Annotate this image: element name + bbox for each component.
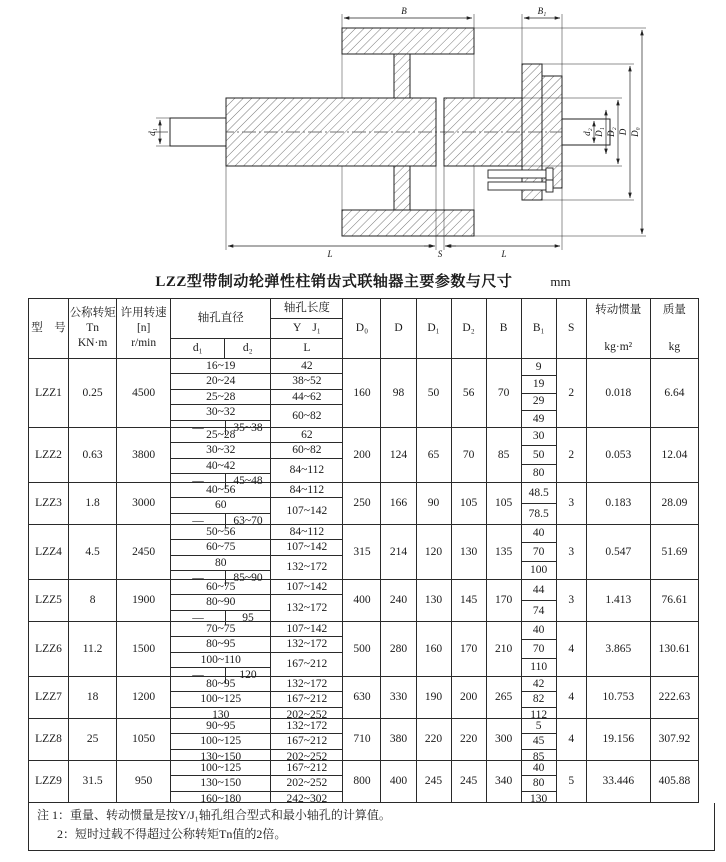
bore-dia-split: — 35~38 [171, 421, 270, 435]
cell-D: 98 [381, 359, 416, 428]
bore-len-range: 132~172 [286, 602, 328, 614]
cell-torque: 1.8 [69, 483, 117, 525]
cell-mass: 12.04 [650, 428, 698, 483]
cell-inertia: 3.865 [586, 622, 650, 677]
B1-value: 130 [530, 792, 548, 805]
B1-stack [522, 359, 556, 427]
cell-B: 85 [486, 428, 521, 483]
note-2: 2：短时过载不得超过公称转矩Tn值的2倍。 [57, 826, 287, 841]
cell-model: LZZ8 [29, 719, 69, 761]
B1-value: 50 [522, 446, 556, 464]
bore-dia-split: — 85~90 [171, 571, 270, 585]
hdr-torque-line: Tn [86, 322, 99, 335]
cell-speed: 1900 [117, 580, 171, 622]
B1-stack [522, 525, 556, 579]
cell-D0: 160 [343, 359, 381, 428]
cell-speed: 3800 [117, 428, 171, 483]
hdr-bore-dia: 轴孔直径 [171, 299, 271, 339]
dim-label-d1: d₁ [147, 128, 157, 136]
cell-bore-len [271, 359, 343, 428]
coupling-drawing [0, 0, 726, 270]
bore-dia-range: 40~56 [171, 483, 270, 498]
bore-dia-range: 160~180 [200, 792, 242, 805]
cell-inertia: 0.018 [586, 359, 650, 428]
bore-len-range: 60~82 [271, 443, 342, 458]
bore-dia-range: 100~125 [171, 734, 270, 749]
bore-dia-range: 130~150 [171, 776, 270, 791]
bore-dia-stack [171, 428, 270, 488]
B1-value: 40 [522, 761, 556, 776]
B1-value: 40 [522, 622, 556, 640]
left-shaft [170, 118, 226, 146]
cell-B: 340 [486, 761, 521, 803]
cell-inertia: 1.413 [586, 580, 650, 622]
cell-B: 300 [486, 719, 521, 761]
hdr-model: 型 号 [29, 299, 69, 359]
hdr-L: L [271, 339, 343, 359]
B1-value: 70 [522, 640, 556, 658]
cell-mass: 307.92 [650, 719, 698, 761]
cell-torque: 18 [69, 677, 117, 719]
cell-D: 330 [381, 677, 416, 719]
bore-len-stack [271, 483, 342, 524]
bore-dia-split: — 120 [171, 668, 270, 682]
cell-speed: 1050 [117, 719, 171, 761]
bore-len-range: 132~172 [271, 719, 342, 734]
bore-dia-stack [171, 525, 270, 585]
cell-B: 135 [486, 525, 521, 580]
cell-B: 265 [486, 677, 521, 719]
bore-dia-range: 16~19 [171, 359, 270, 374]
bore-len-stack [271, 622, 342, 676]
hdr-d2: d₂ [225, 339, 271, 359]
cell-S: 3 [556, 525, 586, 580]
B1-stack [522, 622, 556, 676]
B1-value: 74 [532, 604, 545, 617]
cell-B: 210 [486, 622, 521, 677]
hdr-dim-0: D₀ [343, 299, 381, 359]
B1-stack [522, 483, 556, 524]
cell-bore-len [271, 580, 343, 622]
cell-mass: 130.61 [650, 622, 698, 677]
cell-model: LZZ7 [29, 677, 69, 719]
cell-mass: 6.64 [650, 359, 698, 428]
bore-dia-range: 100~125 [171, 761, 270, 776]
bore-len-stack [271, 677, 342, 721]
cell-B1 [521, 677, 556, 719]
bore-len-range: 202~252 [271, 776, 342, 791]
bore-len-range: 132~172 [286, 561, 328, 574]
cell-bore-len [271, 428, 343, 483]
cell-mass: 222.63 [650, 677, 698, 719]
B1-stack [522, 428, 556, 482]
row-LZZ6 [29, 622, 699, 677]
cell-D0: 500 [343, 622, 381, 677]
cell-speed: 1500 [117, 622, 171, 677]
cell-bore-len [271, 719, 343, 761]
B1-value: 5 [522, 719, 556, 734]
bore-len-range: 60~82 [292, 409, 322, 422]
B1-value: 29 [522, 394, 556, 411]
hdr-dim-3: D₂ [451, 299, 486, 359]
cell-D0: 630 [343, 677, 381, 719]
bore-dia-range: 130 [212, 708, 230, 721]
cell-D0: 200 [343, 428, 381, 483]
bore-len-range: 62 [271, 428, 342, 443]
hdr-bore-len: 轴孔长度 [271, 299, 343, 319]
bore-dia-range: 80~95 [171, 637, 270, 652]
cell-S: 4 [556, 719, 586, 761]
B1-value: 78.5 [528, 507, 549, 520]
cell-torque: 0.25 [69, 359, 117, 428]
dim-label-D1: D₁ [594, 127, 604, 137]
B1-value: 44 [522, 580, 556, 601]
bore-len-stack [271, 428, 342, 482]
bore-dia-range: 90~95 [171, 719, 270, 734]
bore-len-stack [271, 359, 342, 427]
cell-speed: 1200 [117, 677, 171, 719]
row-LZZ3 [29, 483, 699, 525]
cell-B1 [521, 761, 556, 803]
B1-value: 112 [530, 708, 548, 721]
cell-S: 5 [556, 761, 586, 803]
cell-D: 124 [381, 428, 416, 483]
cell-model: LZZ1 [29, 359, 69, 428]
hdr-torque-line: 公称转矩 [69, 307, 116, 320]
cell-model: LZZ9 [29, 761, 69, 803]
bore-len-range: 132~172 [271, 637, 342, 652]
cell-model: LZZ3 [29, 483, 69, 525]
B1-value: 42 [522, 677, 556, 692]
bore-dia-split: — 63~70 [171, 514, 270, 528]
cell-model: LZZ4 [29, 525, 69, 580]
cell-inertia: 33.446 [586, 761, 650, 803]
cell-B1 [521, 359, 556, 428]
cell-B1 [521, 719, 556, 761]
coupling-section [226, 28, 562, 236]
cell-D2: 105 [451, 483, 486, 525]
bore-dia-range: 20~24 [171, 374, 270, 389]
cell-D2: 130 [451, 525, 486, 580]
B1-value: 80 [532, 467, 545, 480]
bore-dia-range: 60~75 [171, 580, 270, 595]
bore-len-range: 202~252 [286, 750, 328, 763]
cell-B1 [521, 580, 556, 622]
cell-inertia: 19.156 [586, 719, 650, 761]
cell-model: LZZ5 [29, 580, 69, 622]
cell-S: 4 [556, 677, 586, 719]
bore-dia-range: 40~42 [171, 459, 270, 474]
cell-D: 166 [381, 483, 416, 525]
B1-value: 49 [532, 412, 545, 425]
bore-len-range: 167~212 [271, 692, 342, 707]
cell-bore-len [271, 761, 343, 803]
cell-D: 280 [381, 622, 416, 677]
unit-label: mm [550, 274, 571, 289]
cell-D: 214 [381, 525, 416, 580]
cell-model: LZZ2 [29, 428, 69, 483]
bore-len-range: 107~142 [271, 540, 342, 555]
dim-label-L-left: L [327, 249, 333, 259]
B1-stack [522, 761, 556, 805]
dim-label-D2: D₂ [606, 127, 616, 137]
cell-D0: 250 [343, 483, 381, 525]
hdr-torque-line: KN·m [77, 336, 108, 349]
hdr-dim-4: B [486, 299, 521, 359]
cell-inertia: 0.053 [586, 428, 650, 483]
cell-bore-dia [171, 677, 271, 719]
notes [28, 803, 715, 851]
bore-dia-range: 80~95 [171, 677, 270, 692]
hdr-speed-line: r/min [131, 336, 157, 349]
hdr-inertia [586, 299, 650, 359]
cell-D0: 400 [343, 580, 381, 622]
cell-torque: 8 [69, 580, 117, 622]
cell-torque: 11.2 [69, 622, 117, 677]
row-LZZ2 [29, 428, 699, 483]
cell-bore-len [271, 677, 343, 719]
hdr-speed [117, 299, 171, 359]
cell-bore-dia [171, 359, 271, 434]
cell-mass: 28.09 [650, 483, 698, 525]
cell-D1: 90 [416, 483, 451, 525]
cell-inertia: 0.183 [586, 483, 650, 525]
cell-D2: 170 [451, 622, 486, 677]
cell-D2: 220 [451, 719, 486, 761]
bore-len-range: 84~112 [289, 464, 325, 477]
B1-value: 110 [530, 661, 548, 674]
bore-dia-stack [171, 580, 270, 624]
hdr-dim-6: S [556, 299, 586, 359]
bore-dia-stack [171, 359, 270, 434]
bore-dia-range: 130~150 [200, 750, 242, 763]
B1-value: 30 [522, 428, 556, 446]
B1-stack [522, 580, 556, 621]
cell-torque: 0.63 [69, 428, 117, 483]
bore-len-range: 167~212 [271, 734, 342, 749]
bore-len-stack [271, 580, 342, 621]
B1-value: 19 [522, 376, 556, 393]
cell-D2: 145 [451, 580, 486, 622]
cell-bore-dia [171, 719, 271, 761]
row-LZZ7 [29, 677, 699, 719]
cell-S: 3 [556, 580, 586, 622]
bore-len-range: 42 [271, 359, 342, 374]
spec-table-wrap [28, 298, 699, 803]
cell-bore-len [271, 525, 343, 580]
bore-len-range: 84~112 [271, 525, 342, 540]
cell-D2: 56 [451, 359, 486, 428]
cell-speed: 2450 [117, 525, 171, 580]
cell-D0: 710 [343, 719, 381, 761]
bore-len-range: 167~212 [286, 658, 328, 671]
dim-label-B1: B₁ [537, 6, 547, 16]
cell-D: 240 [381, 580, 416, 622]
cell-B1 [521, 622, 556, 677]
cell-speed: 3000 [117, 483, 171, 525]
row-LZZ8 [29, 719, 699, 761]
cell-B: 70 [486, 359, 521, 428]
cell-B: 170 [486, 580, 521, 622]
bore-len-stack [271, 525, 342, 579]
cell-bore-dia [171, 622, 271, 682]
bore-len-range: 202~252 [286, 708, 328, 721]
cell-B1 [521, 483, 556, 525]
bore-dia-range: 30~32 [171, 443, 270, 458]
bore-len-range: 84~112 [271, 483, 342, 498]
cell-mass: 405.88 [650, 761, 698, 803]
cell-model: LZZ6 [29, 622, 69, 677]
bore-dia-stack [171, 719, 270, 763]
cell-D2: 200 [451, 677, 486, 719]
bore-dia-range: 100~125 [171, 692, 270, 707]
bore-len-stack [271, 761, 342, 805]
bore-len-range: 44~62 [271, 390, 342, 405]
cell-D: 400 [381, 761, 416, 803]
dim-label-d2: d₂ [582, 128, 592, 136]
B1-value: 9 [522, 359, 556, 376]
cell-torque: 25 [69, 719, 117, 761]
bore-dia-split: — 45~48 [171, 474, 270, 488]
cell-B1 [521, 428, 556, 483]
cell-S: 2 [556, 359, 586, 428]
hdr-dim-2: D₁ [416, 299, 451, 359]
bore-len-range: 107~142 [271, 622, 342, 637]
row-LZZ5 [29, 580, 699, 622]
B1-value: 82 [522, 692, 556, 707]
dim-label-B: B [401, 6, 407, 16]
bore-dia-stack [171, 622, 270, 682]
bore-len-range: 107~142 [286, 505, 328, 517]
bore-dia-range: 60 [171, 498, 270, 513]
dim-label-L-right: L [501, 249, 507, 259]
bore-dia-stack [171, 761, 270, 805]
dim-label-D0: D₀ [630, 127, 640, 137]
B1-value: 45 [522, 734, 556, 749]
bore-dia-range: 70~75 [171, 622, 270, 637]
cell-S: 4 [556, 622, 586, 677]
bore-len-range: 38~52 [271, 374, 342, 389]
cell-torque: 4.5 [69, 525, 117, 580]
cell-mass: 76.61 [650, 580, 698, 622]
cell-D0: 800 [343, 761, 381, 803]
cell-S: 3 [556, 483, 586, 525]
hdr-speed-line: 许用转速 [120, 307, 167, 320]
bore-dia-split: — 95 [171, 611, 270, 625]
bore-dia-range: 100~110 [171, 653, 270, 668]
bore-dia-range: 80~90 [171, 595, 270, 610]
row-LZZ1 [29, 359, 699, 428]
dim-label-S: S [437, 249, 443, 259]
B1-value: 70 [522, 543, 556, 561]
cell-speed: 950 [117, 761, 171, 803]
cell-bore-dia [171, 428, 271, 488]
B1-value: 80 [522, 776, 556, 791]
bore-len-stack [271, 719, 342, 763]
cell-D1: 120 [416, 525, 451, 580]
hdr-dim-5: B₁ [521, 299, 556, 359]
cell-D1: 130 [416, 580, 451, 622]
B1-stack [522, 719, 556, 763]
cell-D2: 245 [451, 761, 486, 803]
bore-dia-range: 25~28 [171, 390, 270, 405]
cell-D1: 190 [416, 677, 451, 719]
bore-len-range: 242~302 [286, 792, 328, 805]
page-title: LZZ型带制动轮弹性柱销齿式联轴器主要参数与尺寸 [155, 274, 513, 290]
B1-value: 48.5 [522, 483, 556, 504]
hdr-d1: d₁ [171, 339, 225, 359]
cell-S: 2 [556, 428, 586, 483]
hdr-mass-lines: 质量 kg [662, 303, 686, 353]
cell-D1: 245 [416, 761, 451, 803]
note-1: 注 1：重量、转动惯量是按Y/J₁轴孔组合型式和最小轴孔的计算值。 [37, 808, 391, 822]
row-LZZ9 [29, 761, 699, 803]
coupling-drawing-svg [142, 4, 662, 262]
bore-dia-range: 25~28 [171, 428, 270, 443]
hdr-speed-line: [n] [136, 322, 151, 335]
bore-dia-stack [171, 483, 270, 527]
cell-bore-len [271, 622, 343, 677]
cell-torque: 31.5 [69, 761, 117, 803]
hdr-inertia-lines: 转动惯量 kg·m² [595, 303, 642, 353]
cell-speed: 4500 [117, 359, 171, 428]
cell-inertia: 0.547 [586, 525, 650, 580]
cell-D1: 160 [416, 622, 451, 677]
dim-label-D: D [618, 128, 628, 136]
hdr-mass [650, 299, 698, 359]
cell-bore-dia [171, 483, 271, 525]
B1-value: 40 [522, 525, 556, 543]
cell-D1: 220 [416, 719, 451, 761]
cell-bore-dia [171, 761, 271, 803]
bore-dia-range: 30~32 [171, 405, 270, 420]
bore-len-range: 132~172 [271, 677, 342, 692]
hdr-dim-1: D [381, 299, 416, 359]
cell-B1 [521, 525, 556, 580]
B1-value: 85 [532, 750, 545, 763]
cell-B: 105 [486, 483, 521, 525]
cell-bore-dia [171, 580, 271, 622]
bore-dia-range: 80 [171, 556, 270, 571]
hdr-bore-len-sub: Y J₁ [271, 319, 343, 339]
bore-dia-stack [171, 677, 270, 721]
cell-D: 380 [381, 719, 416, 761]
row-LZZ4 [29, 525, 699, 580]
title-row [0, 270, 726, 291]
B1-stack [522, 677, 556, 721]
bore-len-range: 167~212 [271, 761, 342, 776]
cell-D1: 50 [416, 359, 451, 428]
cell-bore-len [271, 483, 343, 525]
hdr-torque [69, 299, 117, 359]
cell-D1: 65 [416, 428, 451, 483]
cell-bore-dia [171, 525, 271, 585]
cell-D0: 315 [343, 525, 381, 580]
cell-inertia: 10.753 [586, 677, 650, 719]
bore-len-range: 107~142 [271, 580, 342, 595]
cell-D2: 70 [451, 428, 486, 483]
bore-dia-range: 60~75 [171, 540, 270, 555]
bore-dia-range: 50~56 [171, 525, 270, 540]
cell-mass: 51.69 [650, 525, 698, 580]
B1-value: 100 [530, 564, 548, 577]
spec-table [28, 298, 699, 803]
